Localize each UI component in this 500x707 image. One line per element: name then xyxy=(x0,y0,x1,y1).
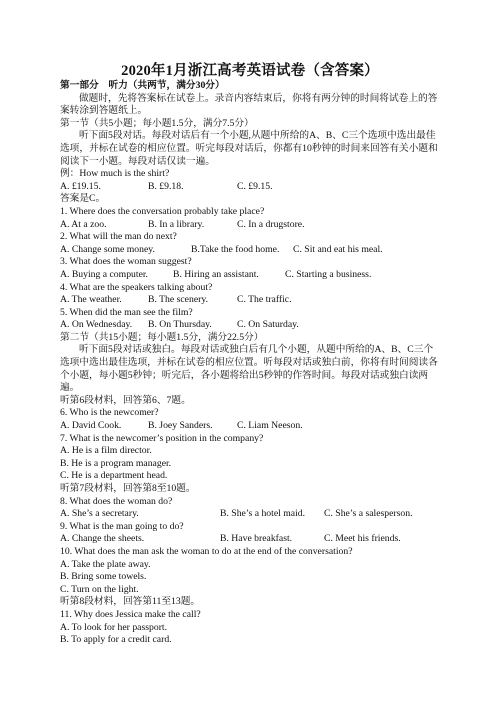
option-a: A. Change the sheets. xyxy=(60,533,145,545)
question-8: 8. What does the woman do? xyxy=(60,495,173,507)
section-2-heading: 第二节（共15小题；每小题1.5分，满分22.5分） xyxy=(60,331,264,343)
option-a: A. At a zoo. xyxy=(60,218,107,230)
option-b: B. He is a program manager. xyxy=(60,457,172,469)
instructions-paragraph: 做题时，先将答案标在试卷上。录音内容结束后，你将有两分钟的时间将试卷上的答案转涂到答题纸上。 xyxy=(60,92,438,117)
option-b: B. Have breakfast. xyxy=(220,533,293,545)
question-8-options xyxy=(60,508,440,521)
option-c: C. £9.15. xyxy=(237,180,273,192)
option-b: B.Take the food home. xyxy=(191,243,280,255)
part-label: 第一部分 xyxy=(60,80,99,91)
option-b: B. To apply for a credit card. xyxy=(60,634,172,646)
page-title: 2020年1月浙江高考英语试卷（含答案） xyxy=(121,63,379,79)
question-9: 9. What is the man going to do? xyxy=(60,520,184,532)
question-1: 1. Where does the conversation probably take place? xyxy=(60,205,265,217)
option-a: A. On Wednesday. xyxy=(60,319,133,331)
material-8-instruction: 听第8段材料，回答第11至13题。 xyxy=(60,596,201,608)
option-b: B. Bring some towels. xyxy=(60,571,147,583)
question-9-options xyxy=(60,533,440,546)
option-b: B. In a library. xyxy=(148,218,205,230)
question-3-options xyxy=(60,269,440,282)
example-answer: 答案是C。 xyxy=(60,193,106,205)
option-b: B. On Thursday. xyxy=(148,319,212,331)
option-c: C. On Saturday. xyxy=(237,319,299,331)
option-c: C. Sit and eat his meal. xyxy=(293,243,383,255)
question-6: 6. Who is the newcomer? xyxy=(60,407,159,419)
option-a: A. The weather. xyxy=(60,294,122,306)
option-b: B. She’s a hotel maid. xyxy=(220,508,306,520)
question-2-options xyxy=(60,244,440,257)
document-body xyxy=(60,80,440,647)
material-6-instruction: 听第6段材料，回答第6、7题。 xyxy=(60,394,191,406)
example-options xyxy=(60,181,440,194)
option-b: B. Joey Sanders. xyxy=(148,420,213,432)
part-name: 听力（共两节，满分30分） xyxy=(108,80,225,91)
question-4: 4. What are the speakers talking about? xyxy=(60,281,213,293)
question-6-options xyxy=(60,420,440,433)
question-3: 3. What does the woman suggest? xyxy=(60,256,192,268)
option-b: B. The scenery. xyxy=(148,294,208,306)
section-2-instructions: 听下面5段对话或独白。每段对话或独白后有几个小题，从题中所给的A、B、C三个选项中选出最佳选项，并标在试卷的相应位置。听每段对话或独白前，你将有时间阅读各个小题，每小题5秒钟；听完后，各小题将给出5秒钟的作答时间。每段对话或独白读两遍。 xyxy=(60,344,438,394)
question-4-options xyxy=(60,294,440,307)
option-a: A. Take the plate away. xyxy=(60,558,151,570)
section-1-instructions: 听下面5段对话。每段对话后有一个小题,从题中所给的A、B、C三个选项中选出最佳选项，并标在试卷的相应位置。听完每段对话后，你都有10秒钟的时间来回答有关小题和阅读下一小题。每段对话仅读一遍。 xyxy=(60,130,438,167)
question-10: 10. What does the man ask the woman to do at the end of the conversation? xyxy=(60,545,353,557)
question-2: 2. What will the man do next? xyxy=(60,231,177,243)
question-7: 7. What is the newcomer’s position in the company? xyxy=(60,432,264,444)
option-c: C. She’s a salesperson. xyxy=(324,508,413,520)
question-1-options xyxy=(60,219,440,232)
option-b: B. £9.18. xyxy=(148,180,184,192)
option-c: C. The traffic. xyxy=(237,294,292,306)
option-a: A. To look for her passport. xyxy=(60,621,168,633)
option-c: C. Starting a business. xyxy=(285,268,372,280)
option-c: C. Turn on the light. xyxy=(60,583,139,595)
option-b: B. Hiring an assistant. xyxy=(173,268,259,280)
section-1-heading: 第一节（共5小题；每小题1.5分，满分7.5分） xyxy=(60,117,254,129)
example-question: 例：How much is the shirt? xyxy=(60,168,170,180)
option-a: A. Buying a computer. xyxy=(60,268,148,280)
question-5: 5. When did the man see the film? xyxy=(60,306,193,318)
option-a: A. David Cook. xyxy=(60,420,122,432)
option-c: C. Meet his friends. xyxy=(324,533,401,545)
option-c: C. He is a department head. xyxy=(60,470,168,482)
question-5-options xyxy=(60,319,440,332)
option-a: A. £19.15. xyxy=(60,180,101,192)
part-heading xyxy=(60,80,440,93)
option-c: C. In a drugstore. xyxy=(237,218,305,230)
question-11: 11. Why does Jessica make the call? xyxy=(60,608,201,620)
option-a: A. Change some money. xyxy=(60,243,155,255)
material-7-instruction: 听第7段材料，回答第8至10题。 xyxy=(60,483,196,494)
option-a: A. He is a film director. xyxy=(60,445,152,457)
option-c: C. Liam Neeson. xyxy=(237,420,303,432)
option-a: A. She’s a secretary. xyxy=(60,508,139,520)
